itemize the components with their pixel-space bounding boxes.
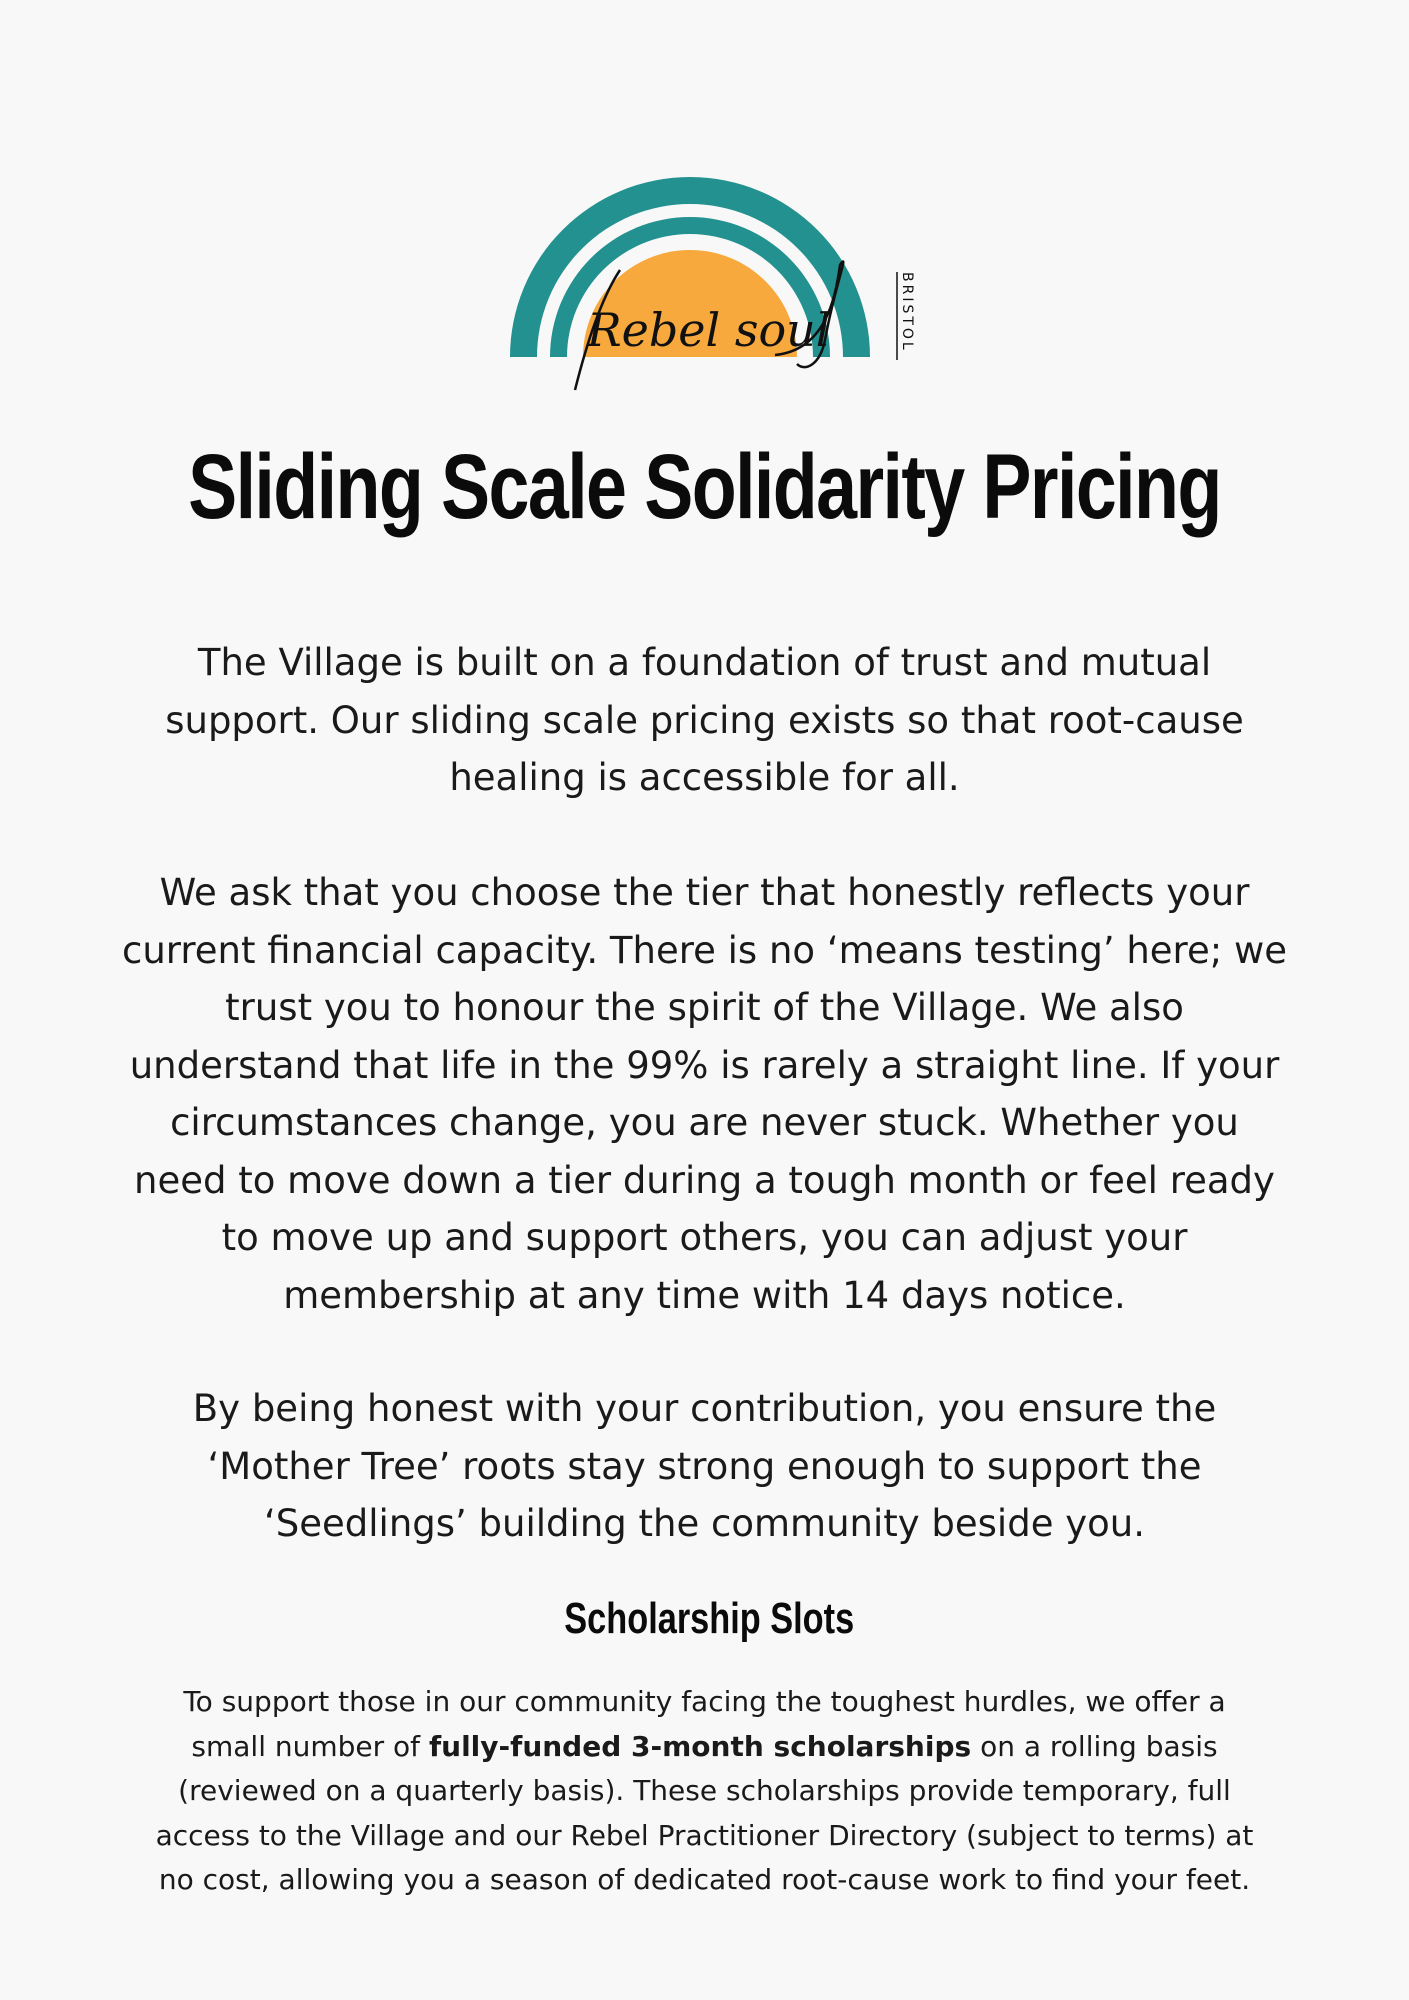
rebel-soul-logo: [505, 150, 945, 400]
scholarship-text-before: To support those in our community facing the toughest hurdles, we offer a small number of: [183, 1685, 1226, 1763]
scholarship-text-after: on a rolling basis (reviewed on a quarterly basis). These scholarships provide temporary, full access to the Village and our Rebel Practitioner Directory (subject to terms) at no cost, allowing you a season of dedicated root-cause work to find your feet.: [155, 1729, 1254, 1896]
honesty-paragraph: By being honest with your contribution, you ensure the ‘Mother Tree’ roots stay strong enough to support the ‘Seedlings’ building the community beside you.: [192, 1387, 1217, 1545]
logo-location: BRISTOL: [899, 272, 915, 353]
scholarship-paragraph: [150, 1680, 1259, 1903]
scholarship-text-bold: fully-funded 3-month scholarships: [428, 1729, 972, 1763]
intro-paragraph: The Village is built on a foundation of trust and mutual support. Our sliding scale pricing exists so that root-cause healing is accessible for all.: [165, 641, 1244, 799]
rainbow-sun-logo-graphic: [505, 150, 945, 400]
logo-wordmark: Rebel soul: [587, 303, 831, 357]
scholarship-heading: Scholarship Slots: [564, 1594, 855, 1643]
page-title: Sliding Scale Solidarity Pricing: [188, 436, 1221, 538]
tier-paragraph: We ask that you choose the tier that honestly reflects your current financial capacity. There is no ‘means testing’ here; we trust you to honour the spirit of the Village. We also understand that life in the 99% is rarely a straight line. If your circumstances change, you are never stuck. Whether you need to move down a tier during a tough month or feel ready to move up and support others, you can adjust your membership at any time with 14 days notice.: [122, 871, 1287, 1317]
